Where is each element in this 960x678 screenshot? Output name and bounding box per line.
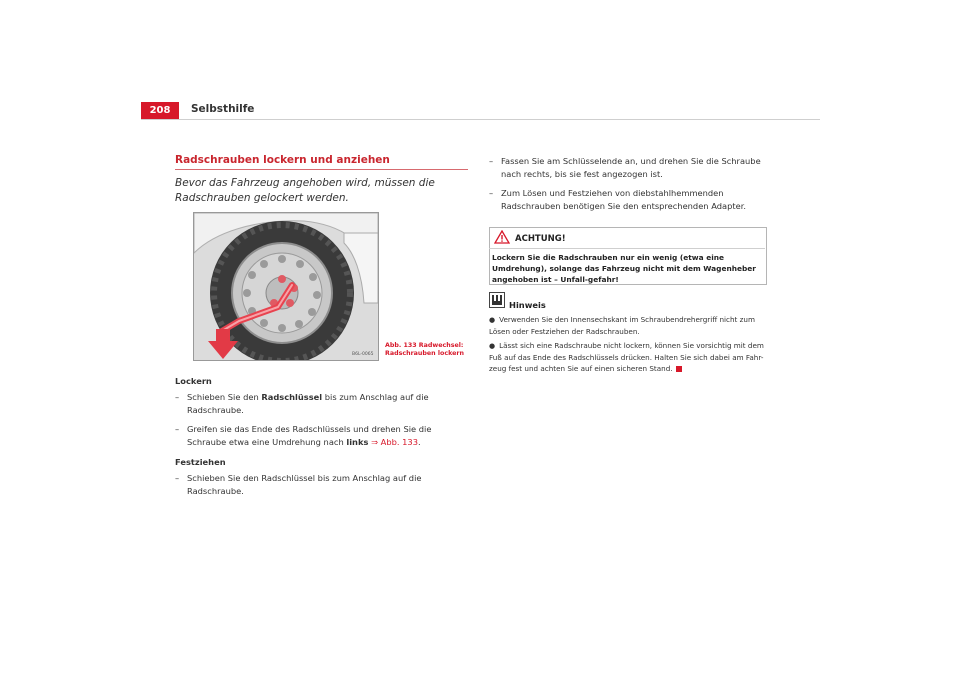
festziehen-step-2: – Fassen Sie am Schlüsselende an, und drehen Sie die Schraube nach rechts, bis sie fest angezogen ist. bbox=[489, 156, 761, 179]
section-divider bbox=[175, 169, 468, 170]
section-title: Radschrauben lockern und anziehen bbox=[175, 154, 390, 166]
keyword-links: links bbox=[346, 437, 369, 447]
chapter-title: Selbsthilfe bbox=[191, 103, 255, 115]
warning-text: Lockern Sie die Radschrauben nur ein wenig (etwa eine Umdrehung), solange das Fahrzeug nicht mit dem Wagenheber angehoben ist – Unfall-gefahr! bbox=[492, 253, 756, 284]
figure-caption-line1: Abb. 133 Radwechsel: bbox=[385, 342, 464, 349]
figure-caption-line2: Radschrauben lockern bbox=[385, 350, 464, 357]
note-bullet-1: ● Verwenden Sie den Innensechskant im Schraubendrehergriff nicht zum Lösen oder Festziehen der Radschrauben. bbox=[489, 315, 755, 336]
festziehen-heading: Festziehen bbox=[175, 457, 226, 467]
note-info-icon bbox=[489, 292, 505, 308]
wheel-wrench-illustration bbox=[193, 212, 379, 361]
bullet-icon: ● bbox=[489, 316, 496, 324]
keyword-radschluessel: Radschlüssel bbox=[261, 392, 323, 402]
lockern-step-2: – Greifen sie das Ende des Radschlüssels und drehen Sie die Schraube etwa eine Umdrehung nach links ⇒ Abb. 133. bbox=[175, 424, 432, 447]
figure-reference-link[interactable]: ⇒ Abb. 133 bbox=[371, 437, 418, 447]
header-divider bbox=[141, 119, 820, 120]
section-intro: Bevor das Fahrzeug angehoben wird, müssen die Radschrauben gelockert werden. bbox=[175, 177, 435, 204]
note-title: Hinweis bbox=[509, 300, 546, 310]
festziehen-step-1: – Schieben Sie den Radschlüssel bis zum Anschlag auf die Radschraube. bbox=[175, 473, 422, 496]
warning-triangle-icon bbox=[494, 230, 510, 244]
page-number: 208 bbox=[141, 102, 179, 119]
adapter-note: – Zum Lösen und Festziehen von diebstahlhemmenden Radschrauben benötigen Sie den entsprechenden Adapter. bbox=[489, 188, 746, 211]
wheel-illustration-svg bbox=[194, 213, 378, 360]
figure-code: B6L-0065 bbox=[352, 352, 374, 357]
warning-title: ACHTUNG! bbox=[515, 234, 566, 244]
note-bullet-2: ● Lässt sich eine Radschraube nicht lockern, können Sie vorsichtig mit dem Fuß auf das Ende des Radschlüssels drücken. Halten Sie sich dabei am Fahr-zeug fest und achten Sie auf einen sicheren Stand. bbox=[489, 341, 764, 373]
bullet-icon: ● bbox=[489, 342, 496, 350]
section-end-marker-icon bbox=[676, 366, 682, 372]
lockern-heading: Lockern bbox=[175, 376, 212, 386]
lockern-step-1: – Schieben Sie den Radschlüssel bis zum Anschlag auf die Radschraube. bbox=[175, 392, 429, 415]
figure-caption bbox=[385, 342, 464, 358]
